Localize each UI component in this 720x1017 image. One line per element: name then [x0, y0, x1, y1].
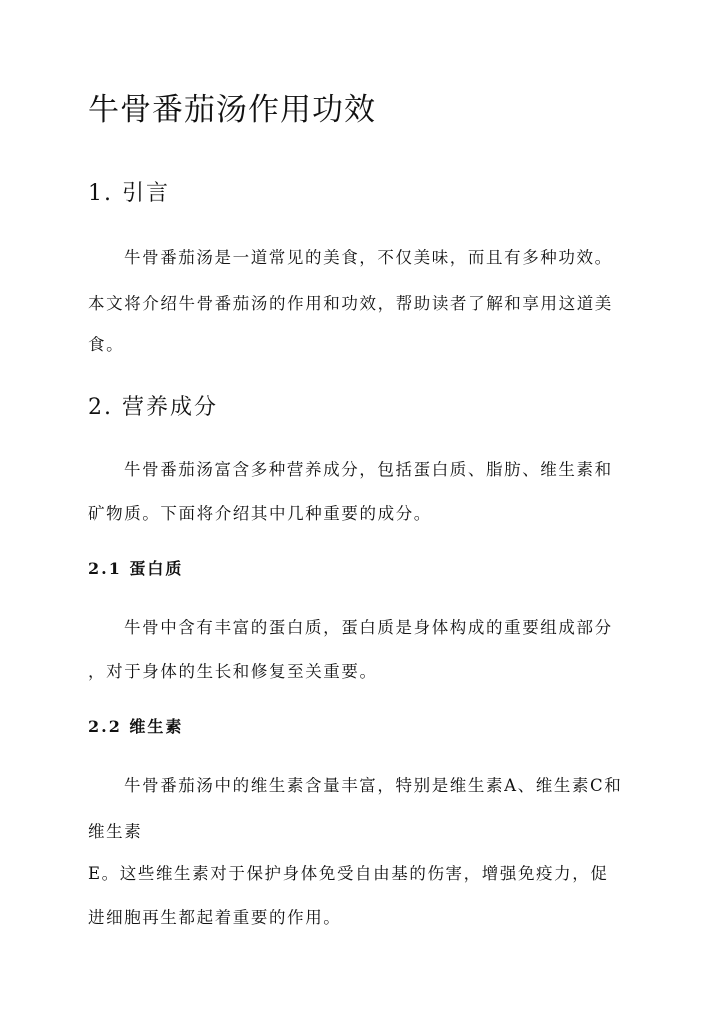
paragraph-line: ，对于身体的生长和修复至关重要。 — [88, 662, 378, 681]
section-heading-nutrition: 2. 营养成分 — [88, 395, 218, 420]
subsection-heading-protein: 2.1 蛋白质 — [88, 559, 184, 578]
paragraph-line: 本文将介绍牛骨番茄汤的作用和功效，帮助读者了解和享用这道美 — [88, 294, 613, 313]
paragraph-line: 牛骨番茄汤是一道常见的美食，不仅美味，而且有多种功效。 — [124, 248, 613, 267]
paragraph-line: 食。 — [88, 335, 125, 354]
paragraph-line: E。这些维生素对于保护身体免受自由基的伤害，增强免疫力，促 — [88, 864, 609, 883]
paragraph-line: 维生素 — [88, 822, 143, 841]
paragraph-line: 牛骨番茄汤中的维生素含量丰富，特别是维生素A、维生素C和 — [124, 776, 623, 795]
paragraph-line: 牛骨番茄汤富含多种营养成分，包括蛋白质、脂肪、维生素和 — [124, 460, 613, 479]
subsection-heading-vitamins: 2.2 维生素 — [88, 717, 184, 736]
paragraph-line: 矿物质。下面将介绍其中几种重要的成分。 — [88, 504, 432, 523]
document-title: 牛骨番茄汤作用功效 — [88, 92, 376, 128]
paragraph-line: 进细胞再生都起着重要的作用。 — [88, 908, 342, 927]
section-heading-intro: 1. 引言 — [88, 181, 170, 206]
paragraph-line: 牛骨中含有丰富的蛋白质，蛋白质是身体构成的重要组成部分 — [124, 618, 613, 637]
